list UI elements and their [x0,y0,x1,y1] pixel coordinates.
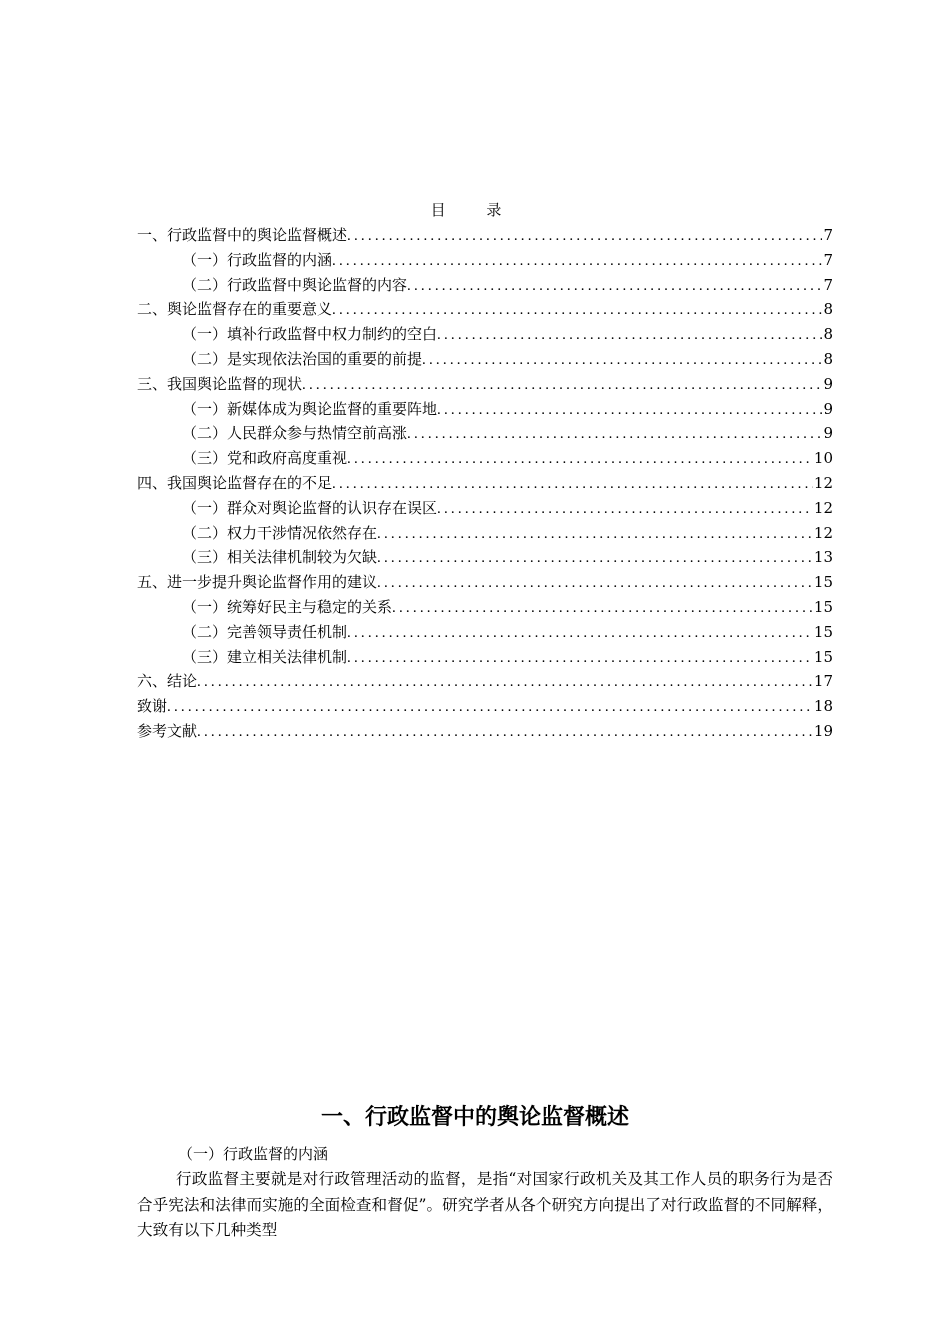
toc-entry[interactable] [137,620,833,645]
toc-entry-page-number: 12 [813,523,833,542]
toc-dot-leader [347,447,813,471]
toc-entry-label: （二）是实现依法治国的重要的前提 [182,349,423,368]
toc-entry-page-number: 8 [823,349,833,368]
toc-entry[interactable] [137,595,833,620]
toc-entry[interactable] [137,545,833,570]
toc-entry-page-number: 9 [823,374,833,393]
toc-dot-leader [377,522,813,546]
toc-entry-label: （一）填补行政监督中权力制约的空白 [182,325,438,344]
toc-entry-label: 六、结论 [137,672,198,691]
toc-entry-label: （二）完善领导责任机制 [182,622,348,641]
toc-entry[interactable] [137,223,833,248]
toc-entry[interactable] [137,694,833,719]
toc-entry-label: 二、舆论监督存在的重要意义 [137,300,333,319]
toc-entry-label: （三）建立相关法律机制 [182,647,348,666]
toc-entry-page-number: 7 [823,275,833,294]
toc-entry-page-number: 15 [813,647,833,666]
toc-dot-leader [332,472,813,496]
toc-entry-page-number: 17 [813,672,833,691]
toc-entry-label: （一）行政监督的内涵 [182,250,333,269]
body-paragraph: 行政监督主要就是对行政管理活动的监督，是指“对国家行政机关及其工作人员的职务行为是否合乎宪法和法律而实施的全面检查和督促”。研究学者从各个研究方向提出了对行政监督的不同解释，大致有以下几种类型 [137,1170,833,1239]
toc-dot-leader [407,274,822,298]
toc-entry-label: （一）群众对舆论监督的认识存在误区 [182,498,438,517]
toc-dot-leader [422,348,822,372]
toc-entry[interactable] [137,297,833,322]
toc-entry[interactable] [137,570,833,595]
toc-entry-page-number: 10 [813,449,833,468]
toc-entry[interactable] [137,669,833,694]
toc-entry-label: （二）权力干涉情况依然存在 [182,523,378,542]
toc-entry-page-number: 15 [813,573,833,592]
section-heading: （一）行政监督的内涵 [178,1145,329,1163]
toc-dot-leader [302,373,822,397]
toc-entry-page-number: 7 [823,226,833,244]
toc-dot-leader [437,323,822,347]
toc-entry[interactable] [137,719,833,744]
table-of-contents [137,223,833,744]
toc-dot-leader [197,720,813,744]
toc-dot-leader [167,695,813,719]
toc-entry-page-number: 19 [813,721,833,740]
toc-entry-label: 五、进一步提升舆论监督作用的建议 [137,573,378,592]
toc-entry[interactable] [137,521,833,546]
toc-dot-leader [347,224,822,248]
toc-dot-leader [377,571,813,595]
toc-entry-label: （三）相关法律机制较为欠缺 [182,548,378,567]
toc-entry[interactable] [137,347,833,372]
toc-dot-leader [332,298,822,322]
toc-entry-label: 致谢 [137,697,168,716]
toc-entry[interactable] [137,645,833,670]
toc-entry[interactable] [137,496,833,521]
toc-entry-label: 参考文献 [137,721,198,740]
toc-entry[interactable] [137,421,833,446]
toc-entry-page-number: 8 [823,300,833,319]
toc-title: 目 录 [430,201,520,219]
toc-entry-page-number: 15 [813,597,833,616]
toc-entry[interactable] [137,372,833,397]
toc-dot-leader [197,670,813,694]
toc-entry-label: （一）统筹好民主与稳定的关系 [182,597,393,616]
toc-entry-label: （二）行政监督中舆论监督的内容 [182,275,408,294]
toc-entry[interactable] [137,471,833,496]
toc-entry-label: 四、我国舆论监督存在的不足 [137,473,333,492]
toc-entry[interactable] [137,248,833,273]
toc-entry[interactable] [137,273,833,298]
toc-dot-leader [332,249,822,273]
toc-entry-label: （三）党和政府高度重视 [182,449,348,468]
toc-entry-page-number: 9 [823,399,833,418]
toc-entry-label: （一）新媒体成为舆论监督的重要阵地 [182,399,438,418]
toc-entry-label: 三、我国舆论监督的现状 [137,374,303,393]
toc-dot-leader [437,398,822,422]
toc-entry-page-number: 9 [823,424,833,443]
toc-dot-leader [392,596,813,620]
toc-dot-leader [377,546,813,570]
toc-dot-leader [407,422,822,446]
toc-entry[interactable] [137,446,833,471]
toc-entry-label: （二）人民群众参与热情空前高涨 [182,424,408,443]
toc-entry[interactable] [137,322,833,347]
toc-dot-leader [347,621,813,645]
toc-entry-page-number: 12 [813,498,833,517]
toc-entry-page-number: 7 [823,250,833,269]
toc-entry-page-number: 13 [813,548,833,567]
chapter-heading: 一、行政监督中的舆论监督概述 [320,1105,629,1130]
toc-entry-page-number: 15 [813,622,833,641]
toc-entry-page-number: 12 [813,473,833,492]
toc-entry[interactable] [137,397,833,422]
toc-entry-page-number: 18 [813,697,833,716]
toc-dot-leader [437,497,813,521]
toc-entry-page-number: 8 [823,325,833,344]
toc-entry-label: 一、行政监督中的舆论监督概述 [137,226,348,244]
toc-dot-leader [347,646,813,670]
